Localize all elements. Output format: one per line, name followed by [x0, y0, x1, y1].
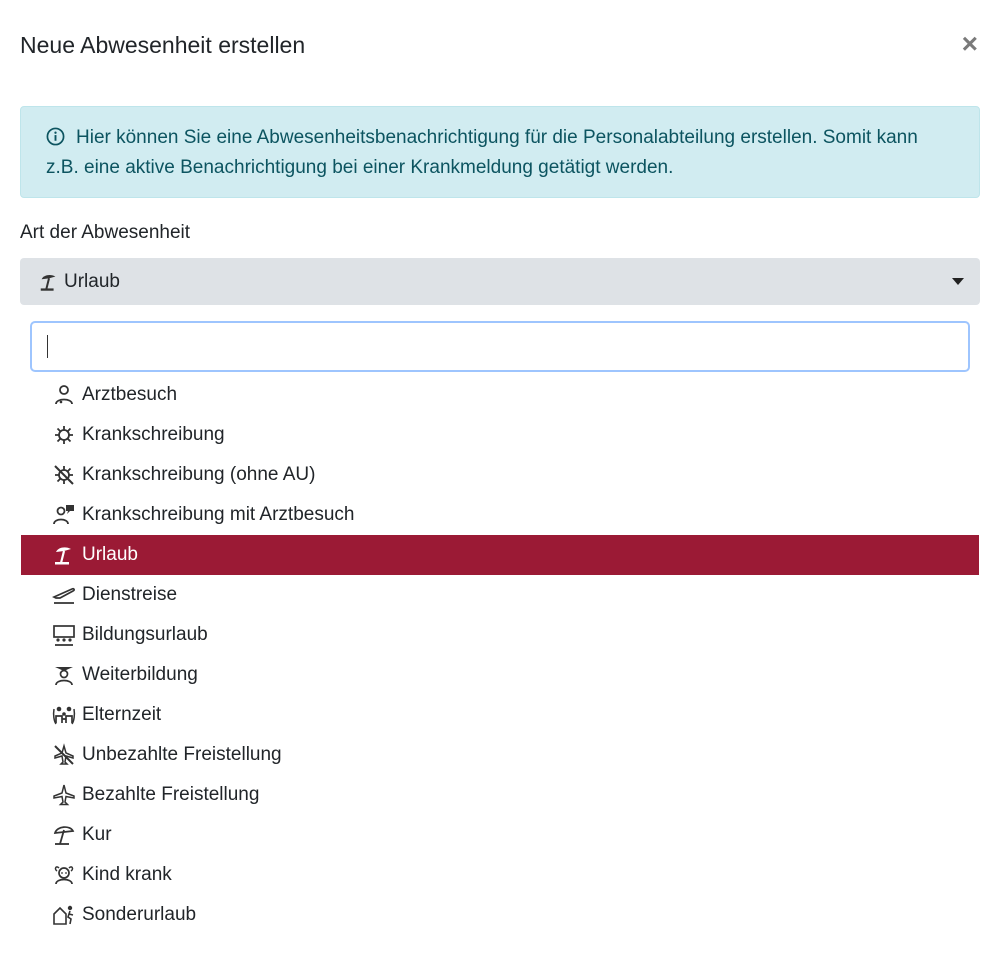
option-bildungsurlaub[interactable]: [21, 615, 979, 655]
graduate-icon: [52, 663, 76, 687]
beach-umbrella-icon: [38, 271, 60, 293]
option-label: Krankschreibung (ohne AU): [82, 464, 316, 485]
option-label: Arztbesuch: [82, 384, 178, 405]
absence-type-select[interactable]: [20, 258, 980, 305]
option-urlaub[interactable]: [21, 535, 979, 575]
option-kind-krank[interactable]: [21, 855, 979, 895]
option-krankschreibung-mit-arztbesuch[interactable]: [21, 495, 979, 535]
option-weiterbildung[interactable]: [21, 655, 979, 695]
option-label: Kur: [82, 824, 112, 845]
plane-slash-icon: [52, 743, 76, 767]
option-dienstreise[interactable]: [21, 575, 979, 615]
option-label: Urlaub: [82, 544, 138, 565]
option-sonderurlaub[interactable]: [21, 895, 979, 935]
doctor-icon: [52, 383, 76, 407]
option-label: Krankschreibung: [82, 424, 225, 445]
info-alert: [20, 106, 980, 198]
person-house-icon: [52, 903, 76, 927]
option-label: Elternzeit: [82, 704, 162, 725]
alert-text: Hier können Sie eine Abwesenheitsbenachrichtigung für die Personalabteilung erstellen. Somit kann z.B. eine aktive Benachrichtigung bei einer Krankmeldung getätigt werden.: [46, 127, 918, 178]
option-arztbesuch[interactable]: [21, 375, 979, 415]
search-input[interactable]: [30, 321, 970, 372]
option-bezahlte-freistellung[interactable]: [21, 775, 979, 815]
option-label: Krankschreibung mit Arztbesuch: [82, 504, 355, 525]
option-kur[interactable]: [21, 815, 979, 855]
family-icon: [52, 703, 76, 727]
option-label: Unbezahlte Freistellung: [82, 744, 282, 765]
beach-umbrella-icon: [52, 543, 76, 567]
text-cursor: [47, 335, 48, 358]
info-circle-icon: [46, 127, 65, 146]
option-elternzeit[interactable]: [21, 695, 979, 735]
absence-type-label: Art der Abwesenheit: [20, 222, 191, 243]
presentation-icon: [52, 623, 76, 647]
options-list: [21, 375, 979, 935]
close-icon[interactable]: ×: [961, 28, 978, 59]
virus-icon: [52, 423, 76, 447]
option-label: Bildungsurlaub: [82, 624, 208, 645]
select-value: Urlaub: [64, 270, 120, 292]
option-label: Kind krank: [82, 864, 172, 885]
plane-departure-icon: [52, 583, 76, 607]
option-label: Sonderurlaub: [82, 904, 197, 925]
child-sick-icon: [52, 863, 76, 887]
virus-slash-icon: [52, 463, 76, 487]
option-krankschreibung-ohne-au[interactable]: [21, 455, 979, 495]
option-label: Weiterbildung: [82, 664, 198, 685]
chevron-down-icon: [952, 278, 964, 285]
option-unbezahlte-freistellung[interactable]: [21, 735, 979, 775]
modal-title: Neue Abwesenheit erstellen: [20, 32, 306, 58]
option-krankschreibung[interactable]: [21, 415, 979, 455]
option-label: Bezahlte Freistellung: [82, 784, 260, 805]
plane-icon: [52, 783, 76, 807]
umbrella-beach-icon: [52, 823, 76, 847]
doctor-message-icon: [52, 503, 76, 527]
option-label: Dienstreise: [82, 584, 178, 605]
